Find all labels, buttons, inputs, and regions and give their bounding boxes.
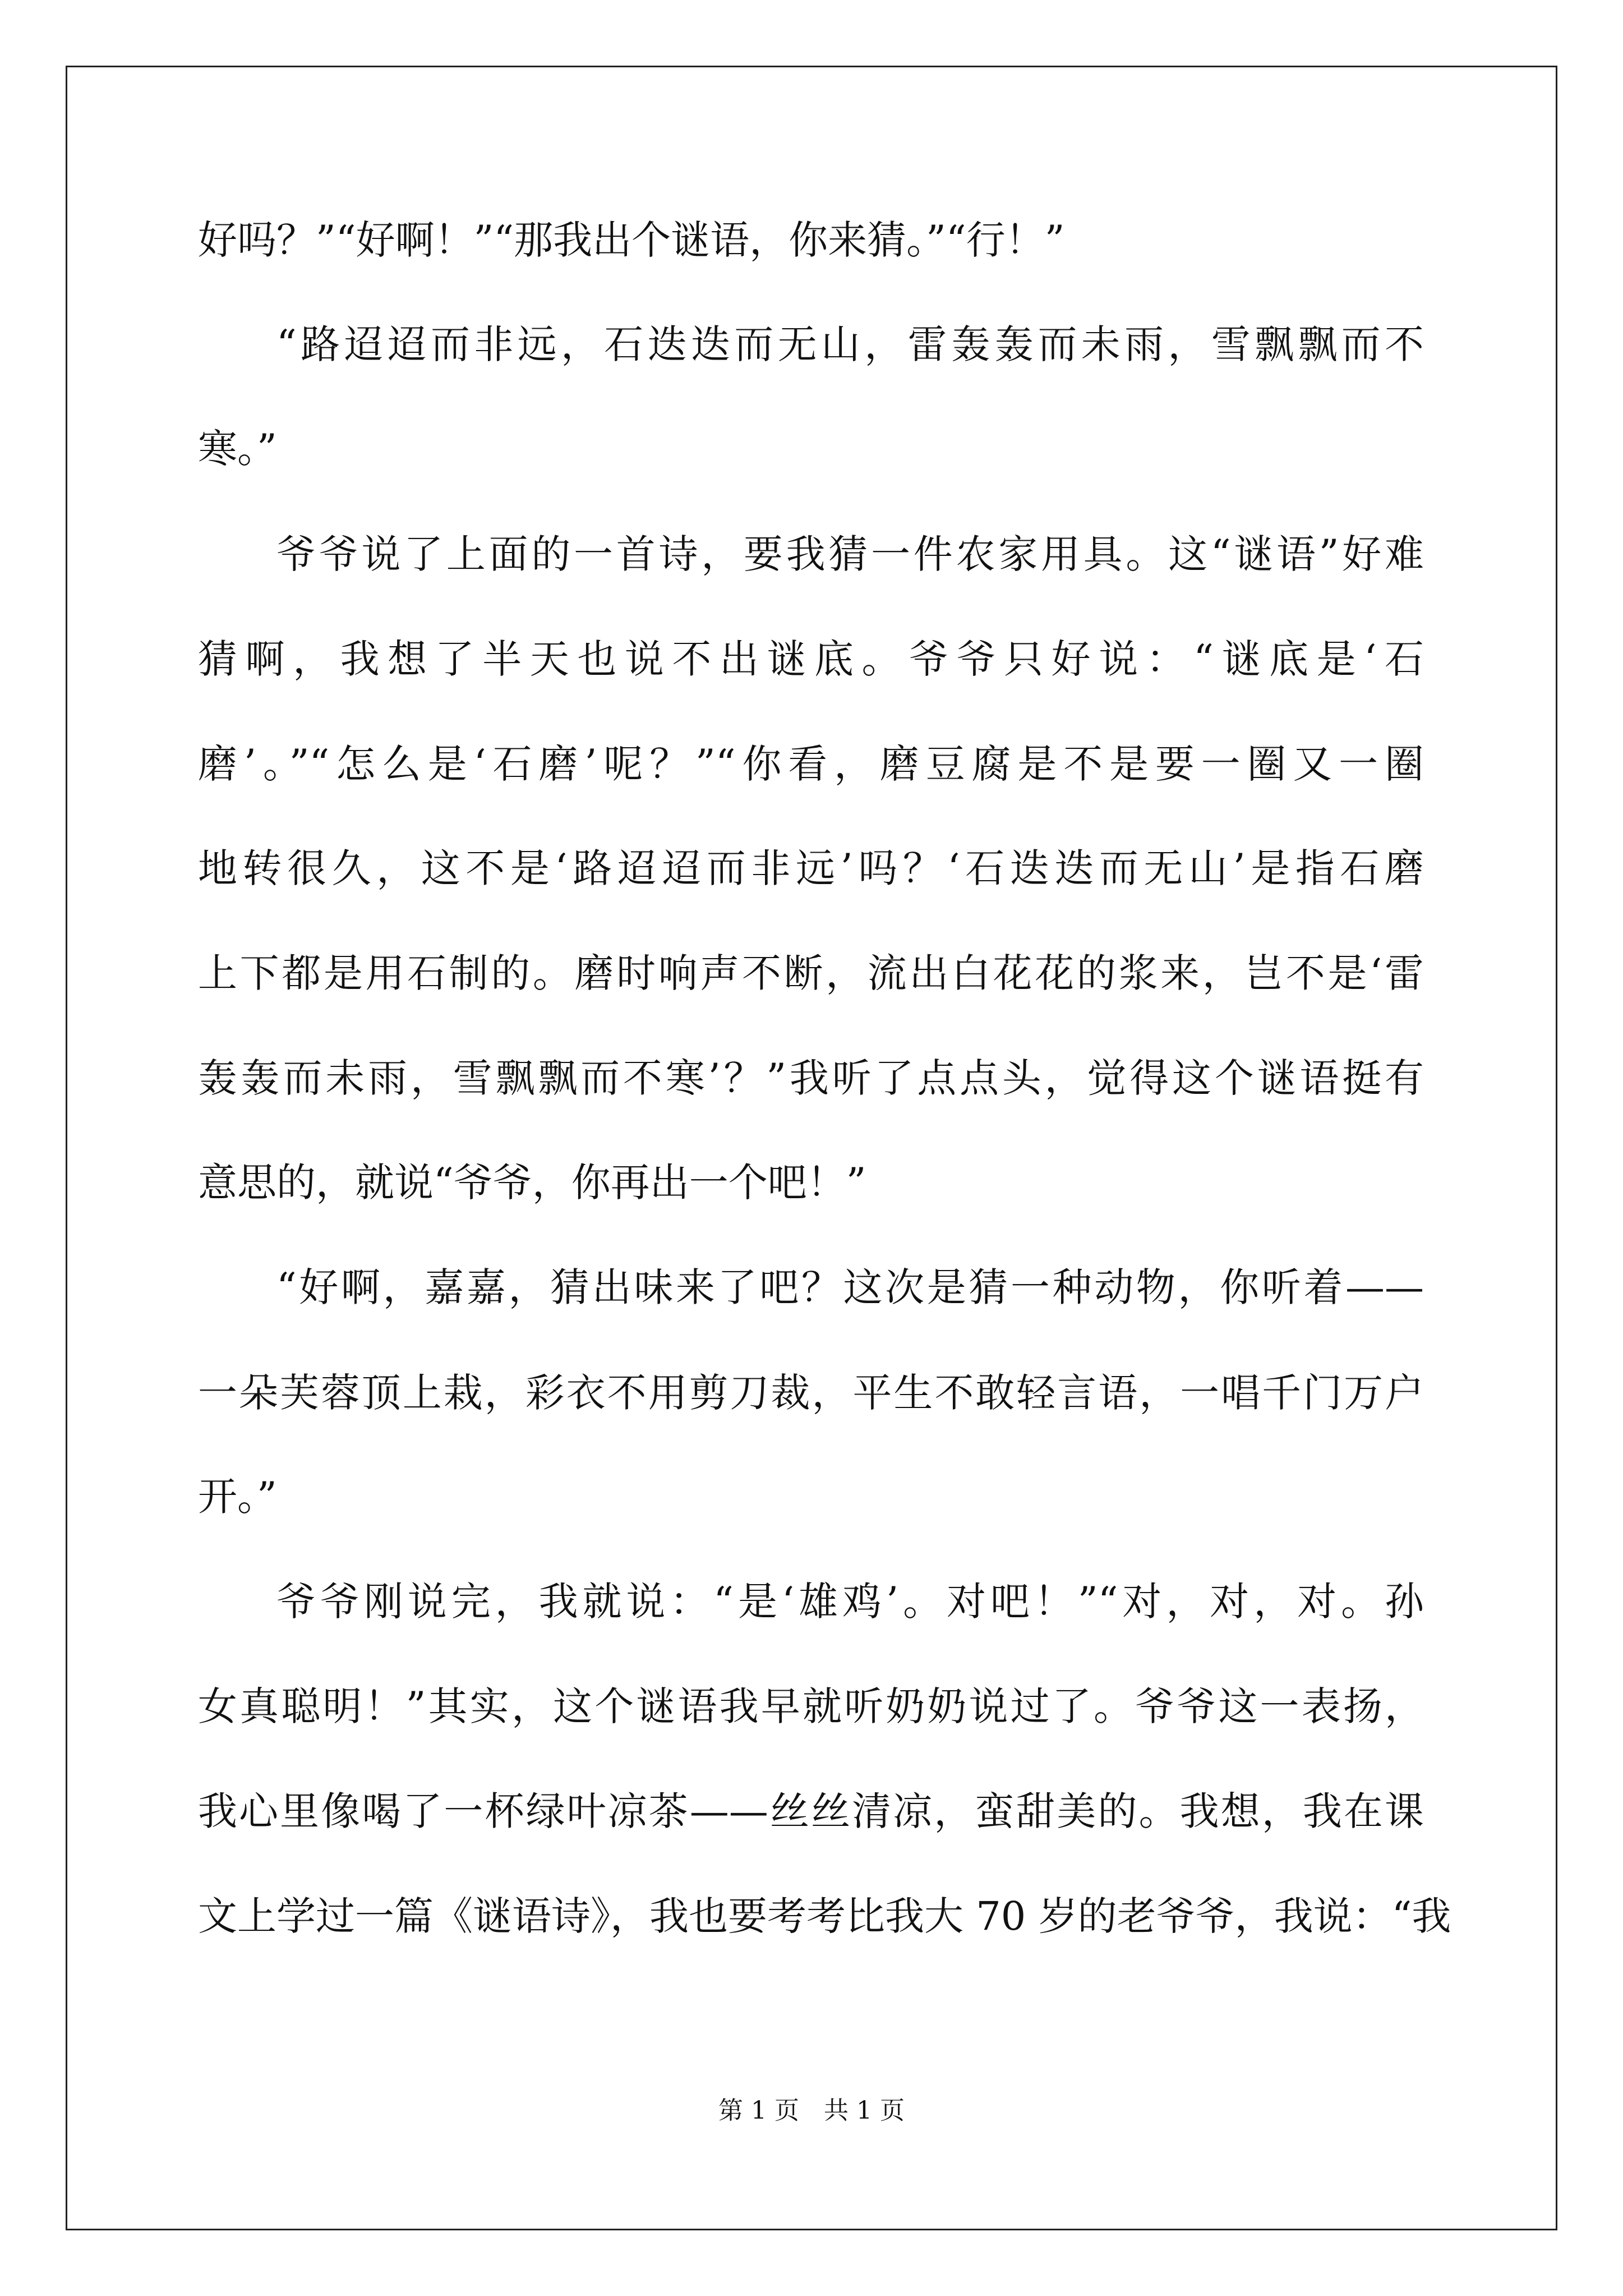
text-line-9: 轰轰而未雨，雪飘飘而不寒’？”我听了点点头，觉得这个谜语挺有 [198,1055,1424,1101]
text-line-6: 磨’。”“怎么是‘石磨’呢？”“你看，磨豆腐是不是要一圈又一圈 [198,741,1424,787]
text-line-2: “路迢迢而非远，石迭迭而无山，雷轰轰而未雨，雪飘飘而不 [276,321,1424,367]
text-line-1: 好吗？”“好啊！”“那我出个谜语，你来猜。”“行！” [198,217,1065,263]
text-line-15: 女真聪明！”其实，这个谜语我早就听奶奶说过了。爷爷这一表扬， [198,1683,1424,1729]
text-line-3: 寒。” [198,426,277,472]
text-line-16: 我心里像喝了一杯绿叶凉茶——丝丝清凉，蛮甜美的。我想，我在课 [198,1788,1424,1834]
text-line-12: 一朵芙蓉顶上栽，彩衣不用剪刀裁，平生不敢轻言语，一唱千门万户 [198,1370,1424,1416]
text-line-13: 开。” [198,1474,277,1520]
text-line-14: 爷爷刚说完，我就说：“是‘雄鸡’。对吧！”“对，对，对。孙 [276,1579,1424,1625]
text-line-5: 猜啊，我想了半天也说不出谜底。爷爷只好说：“谜底是‘石 [198,636,1424,682]
text-line-11: “好啊，嘉嘉，猜出味来了吧？这次是猜一种动物，你听着—— [276,1264,1424,1310]
text-line-10: 意思的，就说“爷爷，你再出一个吧！” [198,1159,866,1205]
text-line-8: 上下都是用石制的。磨时响声不断，流出白花花的浆来，岂不是‘雷 [198,950,1424,996]
page-number: 第 1 页 共 1 页 [718,2096,905,2125]
text-line-7: 地转很久，这不是‘路迢迢而非远’吗？‘石迭迭而无山’是指石磨 [198,845,1424,891]
text-line-4: 爷爷说了上面的一首诗，要我猜一件农家用具。这“谜语”好难 [276,531,1424,577]
text-line-17: 文上学过一篇《谜语诗》，我也要考考比我大 70 岁的老爷爷，我说：“我 [198,1893,1451,1939]
